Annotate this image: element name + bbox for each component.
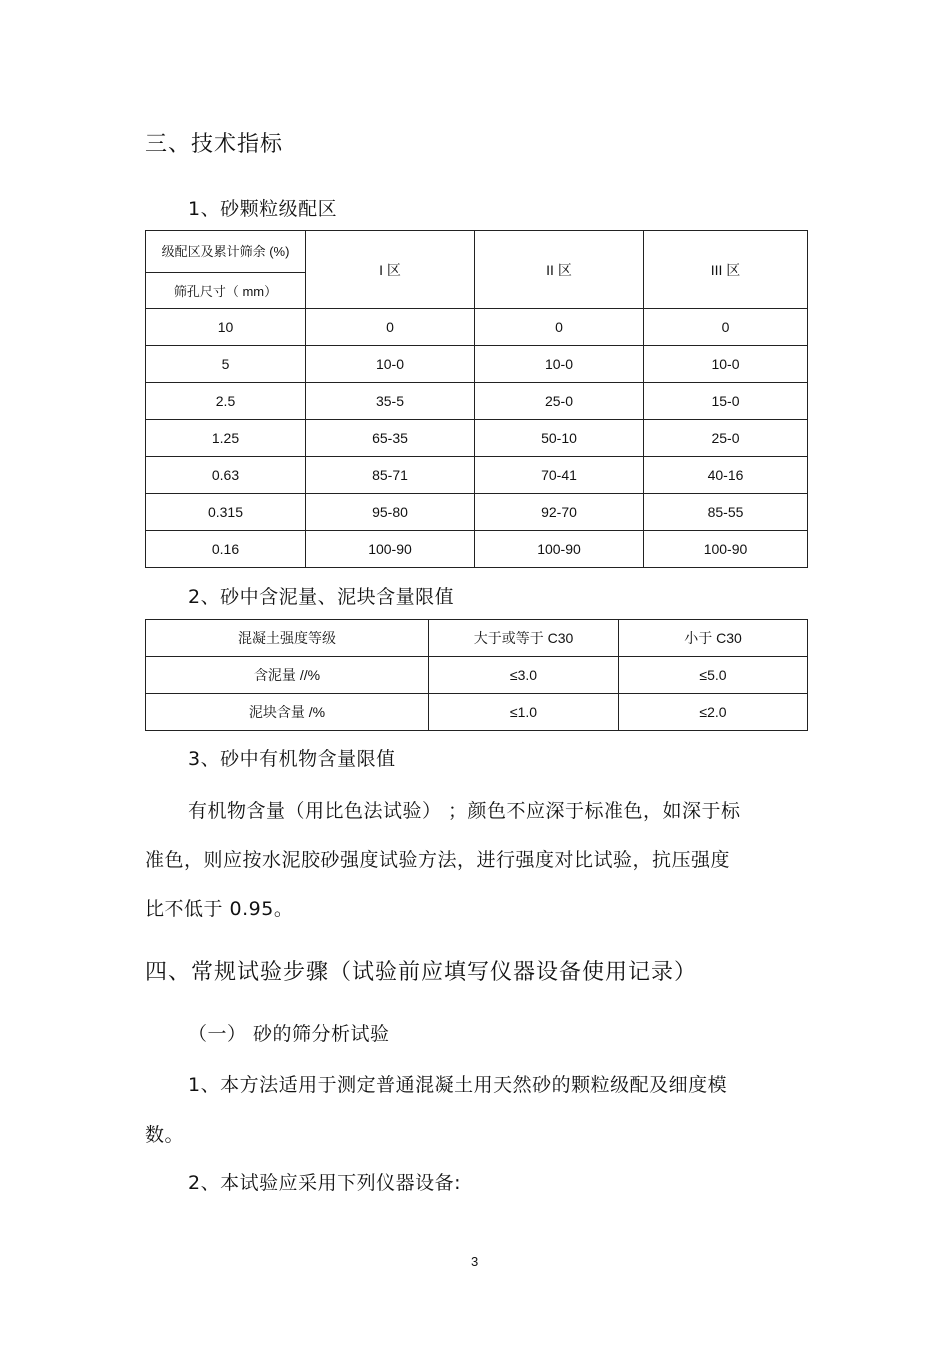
zone2-value: 25-0: [475, 383, 644, 420]
table-row: [146, 531, 808, 568]
item2-text: 2、本试验应采用下列仪器设备:: [188, 1172, 461, 1194]
sieve-size: 0.315: [146, 494, 306, 531]
zone1-value: 0: [306, 309, 475, 346]
grading-table: [145, 230, 808, 568]
zone1-value: 85-71: [306, 457, 475, 494]
section3-title: 三、技术指标: [145, 132, 284, 157]
mud-header-grade: 混凝土强度等级: [146, 620, 429, 657]
zone1-value: 100-90: [306, 531, 475, 568]
grading-header-bottom: 筛孔尺寸（ mm）: [146, 273, 306, 309]
zone2-value: 10-0: [475, 346, 644, 383]
table-row: [146, 309, 808, 346]
zone-header-2: II 区: [475, 231, 644, 309]
organic-subtitle: 3、砂中有机物含量限值: [188, 748, 396, 770]
zone-header-3: III 区: [644, 231, 808, 309]
organic-line-1: 有机物含量（用比色法试验） ；颜色不应深于标准色，如深于标: [188, 800, 741, 822]
table-row: [146, 383, 808, 420]
sieve-size: 0.63: [146, 457, 306, 494]
table-row: [146, 694, 808, 731]
sieve-size: 2.5: [146, 383, 306, 420]
zone3-value: 85-55: [644, 494, 808, 531]
table-row: [146, 457, 808, 494]
zone2-value: 92-70: [475, 494, 644, 531]
zone2-value: 70-41: [475, 457, 644, 494]
sieve-size: 1.25: [146, 420, 306, 457]
zone-header-1: I 区: [306, 231, 475, 309]
mud-value: ≤2.0: [619, 694, 808, 731]
zone1-value: 35-5: [306, 383, 475, 420]
zone2-value: 0: [475, 309, 644, 346]
grading-header-top-text: 级配区及累计筛余 (%): [161, 243, 290, 259]
section4-title: 四、常规试验步骤（试验前应填写仪器设备使用记录）: [145, 960, 698, 985]
mud-subtitle: 2、砂中含泥量、泥块含量限值: [188, 586, 455, 608]
zone3-value: 100-90: [644, 531, 808, 568]
mud-value: ≤1.0: [429, 694, 619, 731]
zone3-value: 25-0: [644, 420, 808, 457]
organic-line-3: 比不低于 0.95。: [145, 898, 294, 920]
zone2-value: 50-10: [475, 420, 644, 457]
mud-row-label: 含泥量 //%: [146, 657, 429, 694]
page-number: 3: [471, 1254, 479, 1269]
mud-value: ≤3.0: [429, 657, 619, 694]
item1-line-1: 1、本方法适用于测定普通混凝土用天然砂的颗粒级配及细度模: [188, 1074, 728, 1096]
mud-row-label: 泥块含量 /%: [146, 694, 429, 731]
mud-header-lt-c30: 小于 C30: [619, 620, 808, 657]
grading-header-top: [146, 231, 306, 273]
table-row: [146, 420, 808, 457]
organic-line-2: 准色，则应按水泥胶砂强度试验方法，进行强度对比试验，抗压强度: [145, 849, 731, 871]
zone3-value: 15-0: [644, 383, 808, 420]
zone3-value: 0: [644, 309, 808, 346]
zone3-value: 10-0: [644, 346, 808, 383]
mud-header-ge-c30: 大于或等于 C30: [429, 620, 619, 657]
zone2-value: 100-90: [475, 531, 644, 568]
table-row: [146, 657, 808, 694]
sieve-size: 10: [146, 309, 306, 346]
mud-table: [145, 619, 808, 731]
sieve-analysis-subtitle: （一） 砂的筛分析试验: [188, 1023, 390, 1045]
sieve-size: 5: [146, 346, 306, 383]
zone1-value: 10-0: [306, 346, 475, 383]
zone3-value: 40-16: [644, 457, 808, 494]
zone1-value: 65-35: [306, 420, 475, 457]
grading-subtitle: 1、砂颗粒级配区: [188, 198, 338, 220]
mud-value: ≤5.0: [619, 657, 808, 694]
table-row: [146, 494, 808, 531]
zone1-value: 95-80: [306, 494, 475, 531]
item1-line-2: 数。: [145, 1124, 185, 1146]
table-row: [146, 346, 808, 383]
sieve-size: 0.16: [146, 531, 306, 568]
